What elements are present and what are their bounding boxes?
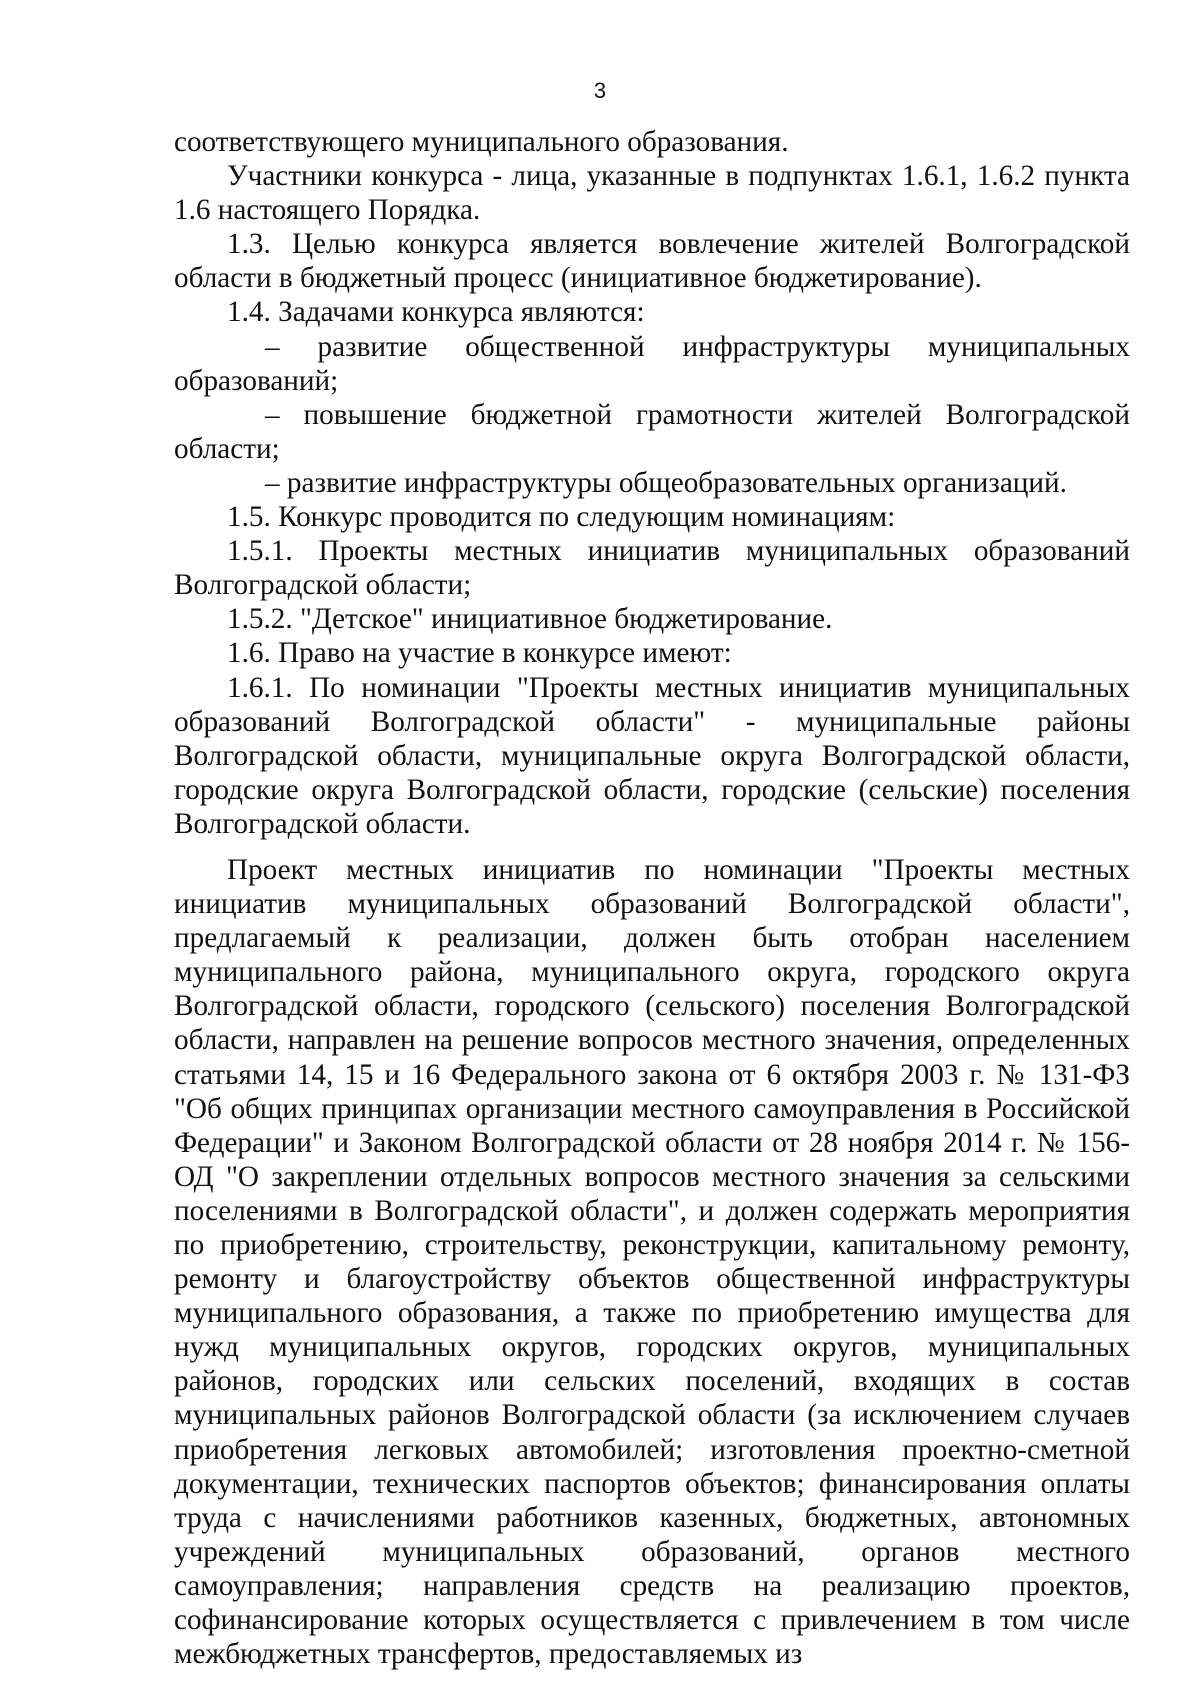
paragraph-1-5: 1.5. Конкурс проводится по следующим номинациям: <box>227 501 896 534</box>
page-number: 3 <box>593 78 607 103</box>
paragraph-participants: Участники конкурса - лица, указанные в подпунктах 1.6.1, 1.6.2 пункта 1.6 настоящего Порядка. <box>174 160 1130 227</box>
paragraph-1-6-1: 1.6.1. По номинации "Проекты местных инициатив муниципальных образований Волгоградской области" - муниципальные районы Волгоградской области, муниципальные округа Волгоградской области, городские округа Волгоградской области, городские (сельские) поселения Волгоградской области. <box>174 671 1130 840</box>
paragraph-1-3: 1.3. Целью конкурса является вовлечение жителей Волгоградской области в бюджетный процесс (инициативное бюджетирование). <box>174 228 1130 295</box>
paragraph-1-4: 1.4. Задачами конкурса являются: <box>227 296 645 329</box>
paragraph-1-5-2: 1.5.2. "Детское" инициативное бюджетирование. <box>227 603 833 636</box>
list-item-infrastructure: – развитие общественной инфраструктуры муниципальных образований; <box>174 330 1130 397</box>
paragraph-1-5-1: 1.5.1. Проекты местных инициатив муниципальных образований Волгоградской области; <box>174 535 1130 602</box>
list-item-literacy: – повышение бюджетной грамотности жителей Волгоградской области; <box>174 398 1130 465</box>
document-body <box>174 125 1130 1671</box>
paragraph-continuation: соответствующего муниципального образования. <box>174 126 789 158</box>
paragraph-project-description: Проект местных инициатив по номинации "Проекты местных инициатив муниципальных образований Волгоградской области", предлагаемый к реализации, должен быть отобран населением муниципального района, муниципального округа, городского округа Волгоградской области, городского (сельского) поселения Волгоградской области, направлен на решение вопросов местного значения, определенных статьями 14, 15 и 16 Федерального закона от 6 октября 2003 г. № 131-ФЗ "Об общих принципах организации местного самоуправления в Российской Федерации" и Законом Волгоградской области от 28 ноября 2014 г. № 156-ОД "О закреплении отдельных вопросов местного значения за сельскими поселениями в Волгоградской области", и должен содержать мероприятия по приобретению, строительству, реконструкции, капитальному ремонту, ремонту и благоустройству объектов общественной инфраструктуры муниципального образования, а также по приобретению имущества для нужд муниципальных округов, городских округов, муниципальных районов, городских или сельских поселений, входящих в состав муниципальных районов Волгоградской области (за исключением случаев приобретения легковых автомобилей; изготовления проектно-сметной документации, технических паспортов объектов; финансирования оплаты труда с начислениями работников казенных, бюджетных, автономных учреждений муниципальных образований, органов местного самоуправления; направления средств на реализацию проектов, софинансирование которых осуществляется с привлечением в том числе межбюджетных трансфертов, предоставляемых из <box>174 853 1130 1671</box>
paragraph-1-6: 1.6. Право на участие в конкурсе имеют: <box>227 637 732 670</box>
list-item-schools: – развитие инфраструктуры общеобразовательных организаций. <box>265 466 1067 499</box>
